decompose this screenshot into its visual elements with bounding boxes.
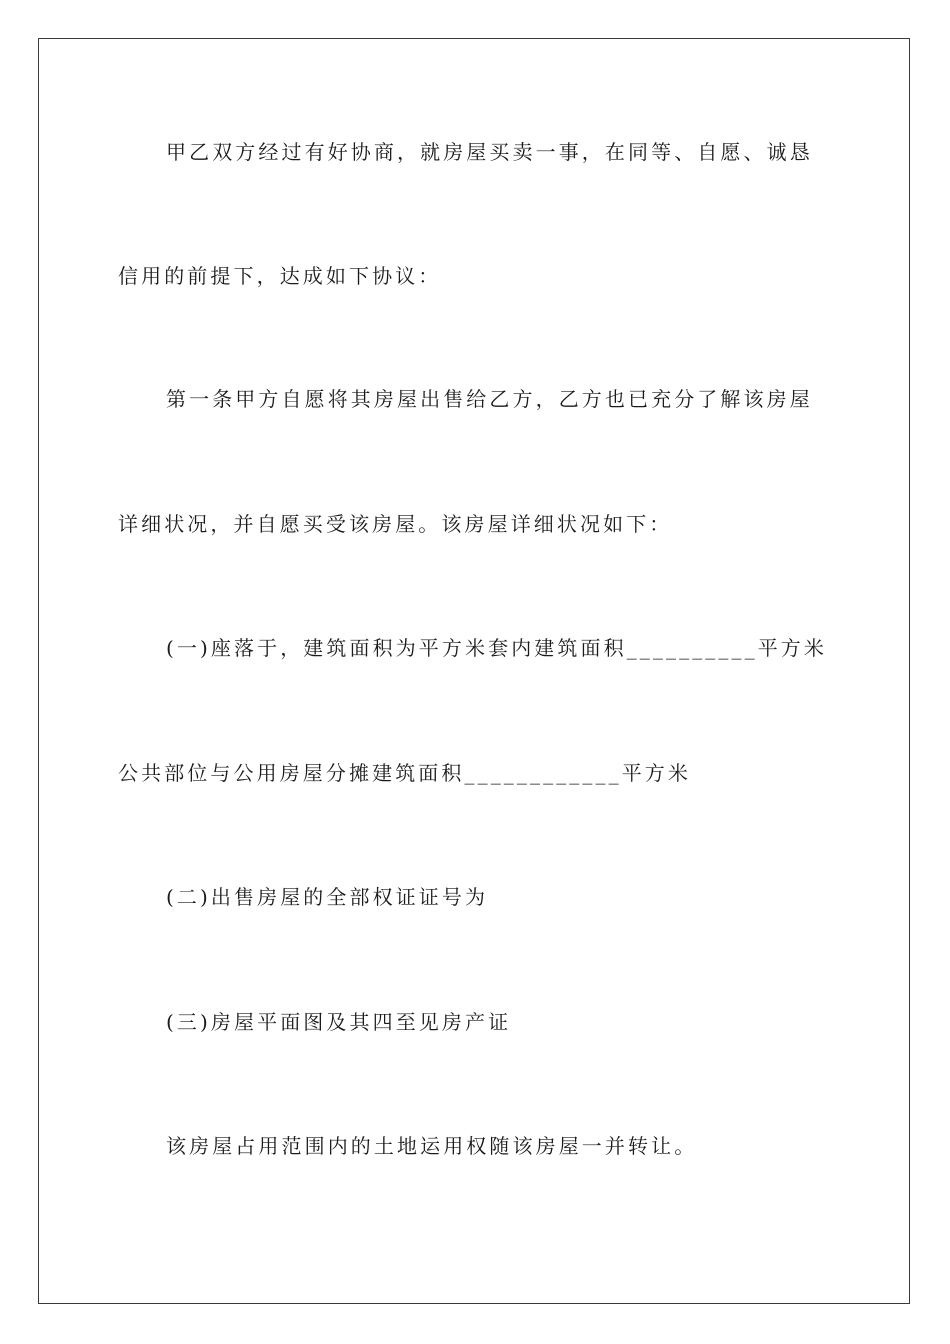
article-one-line-2: 详细状况，并自愿买受该房屋。该房屋详细状况如下： <box>118 512 673 536</box>
item-three: (三)房屋平面图及其四至见房产证 <box>166 1010 512 1034</box>
land-use-paragraph: 该房屋占用范围内的土地运用权随该房屋一并转让。 <box>166 1134 698 1158</box>
paragraph-intro-line-2: 信用的前提下，达成如下协议： <box>118 264 442 288</box>
item-one-line-1: (一)座落于，建筑面积为平方米套内建筑面积__________平方米 <box>166 636 828 660</box>
page-border <box>38 38 910 1304</box>
item-one-line-2: 公共部位与公用房屋分摊建筑面积____________平方米 <box>118 761 691 785</box>
item-two: (二)出售房屋的全部权证证号为 <box>166 885 489 909</box>
article-one-line-1: 第一条甲方自愿将其房屋出售给乙方，乙方也已充分了解该房屋 <box>166 387 813 411</box>
paragraph-intro-line-1: 甲乙双方经过有好协商，就房屋买卖一事，在同等、自愿、诚恳 <box>166 140 813 164</box>
